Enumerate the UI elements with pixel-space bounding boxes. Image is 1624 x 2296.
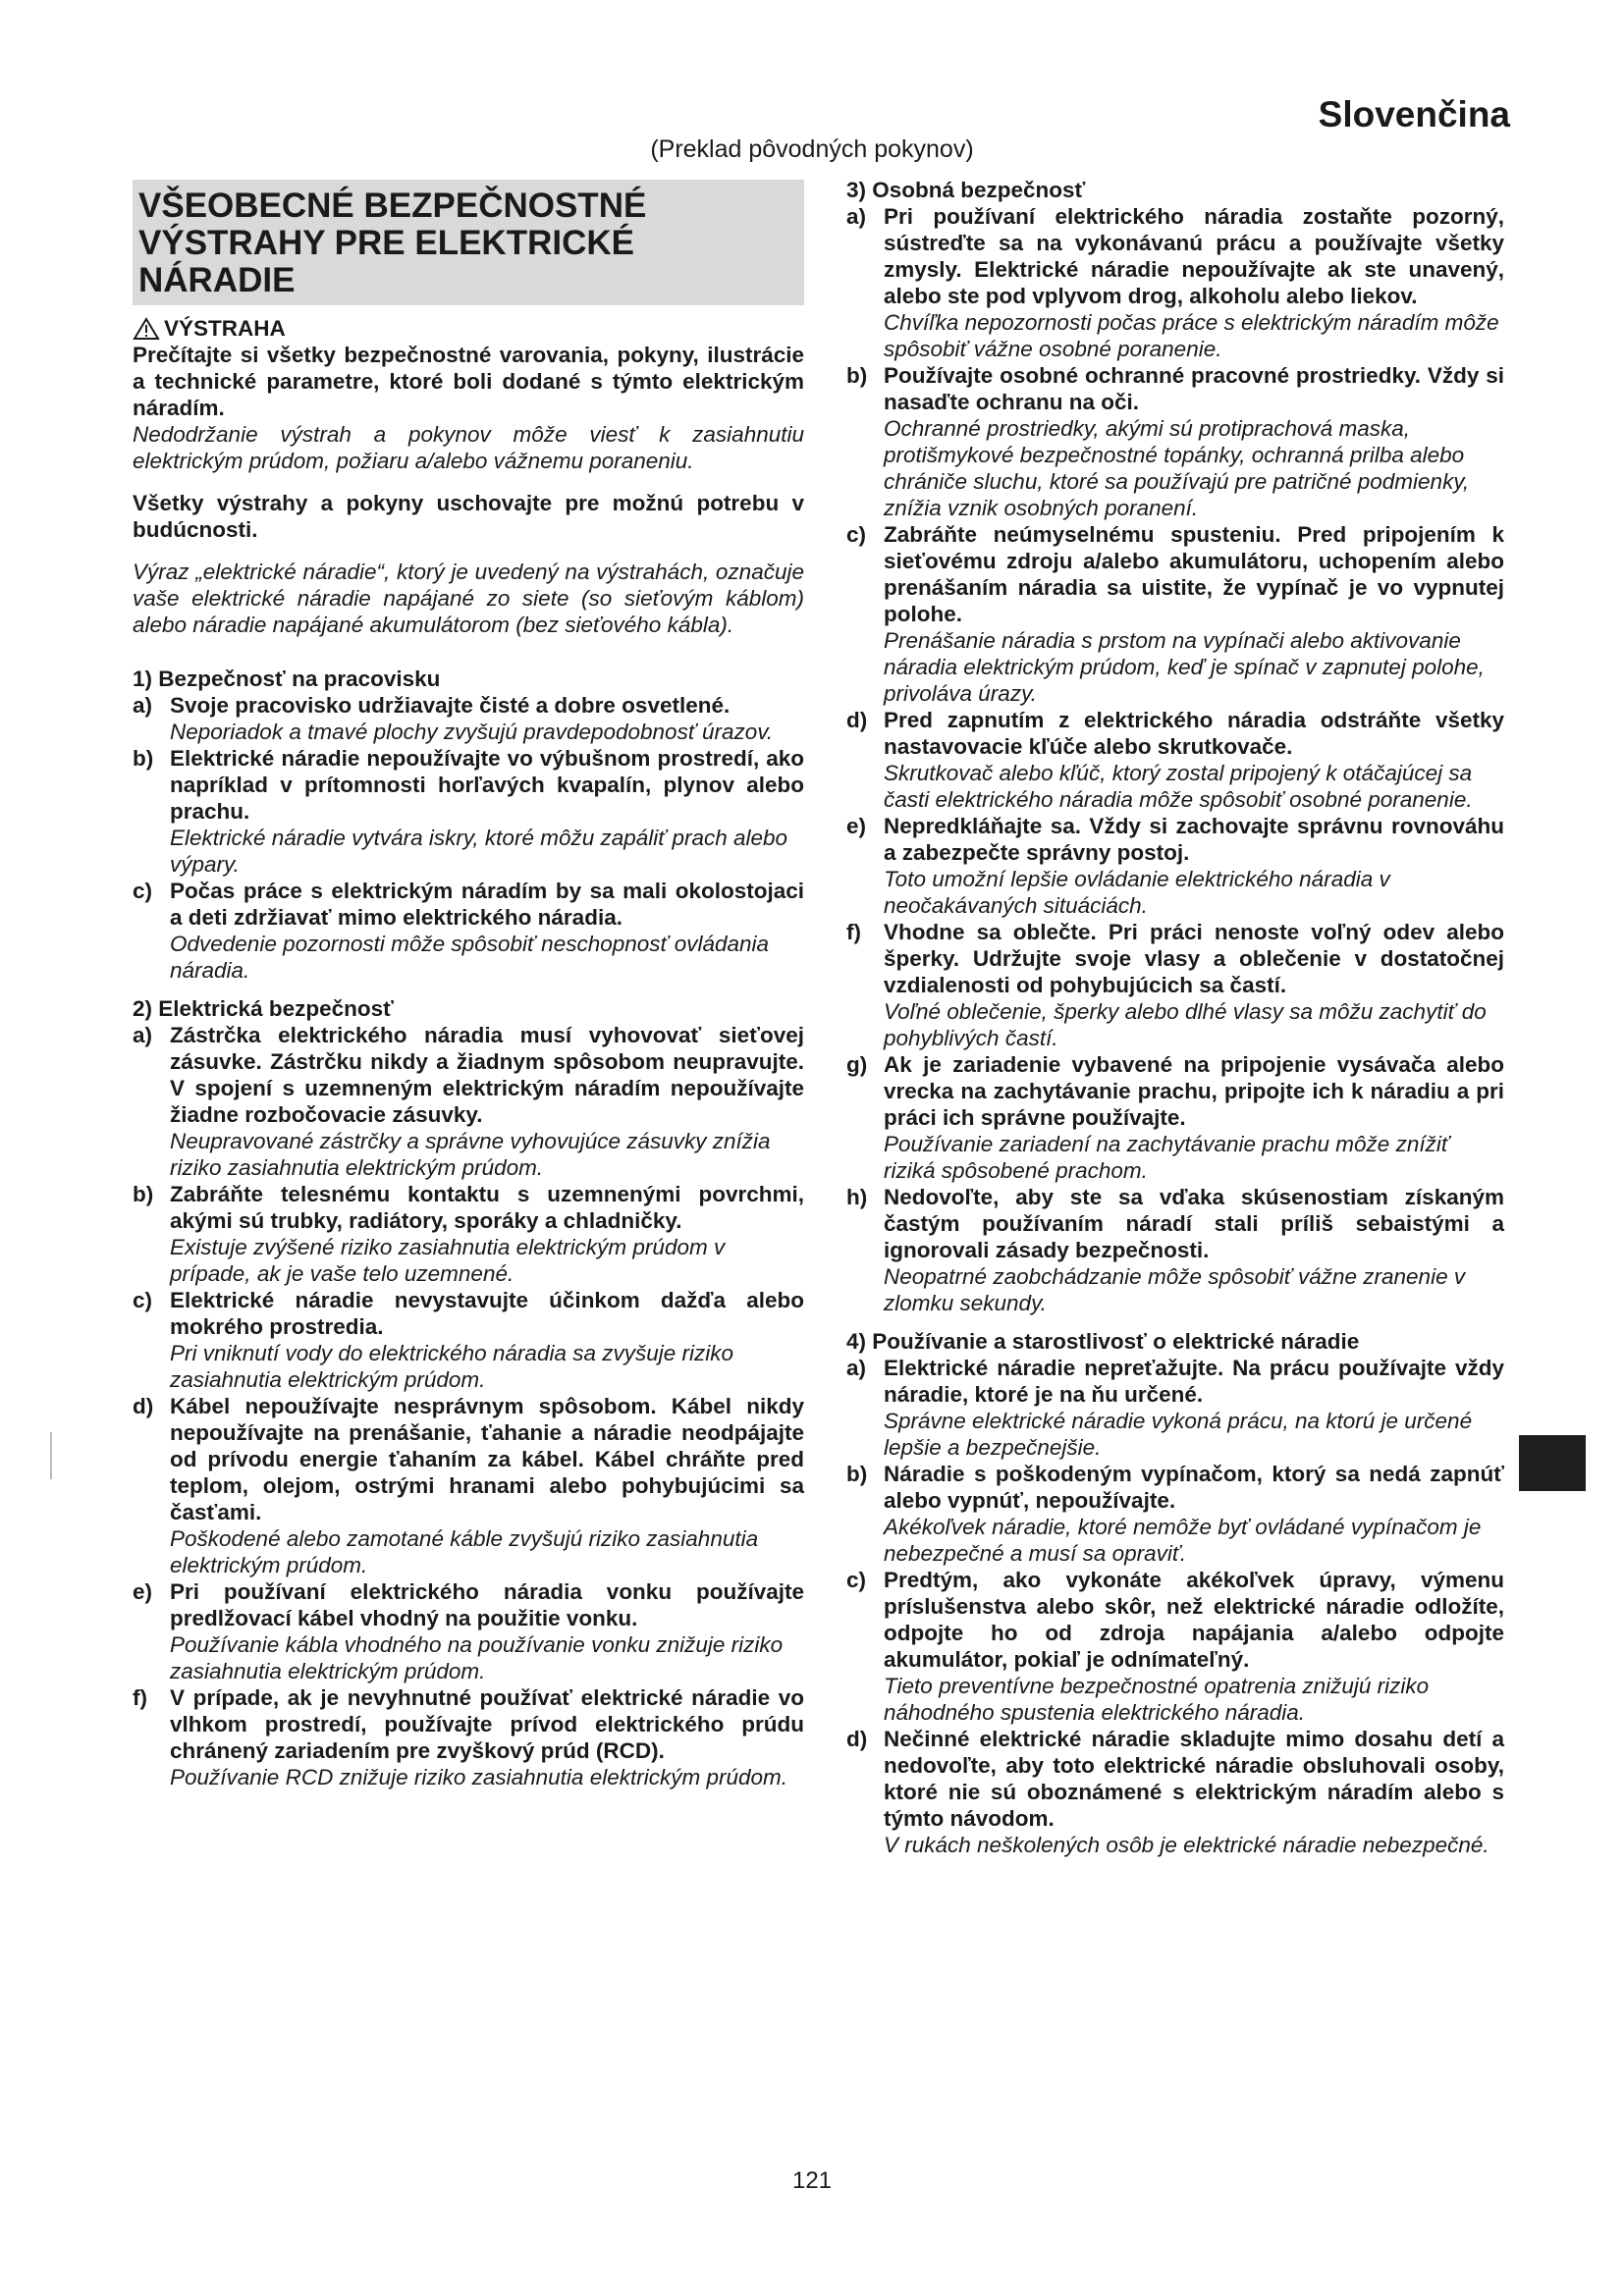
list-item: a) Elektrické náradie nepreťažujte. Na prácu používajte vždy náradie, ktoré je na ňu určené. Správne elektrické náradie vykoná prácu, na ktorú je určené lepšie a bezpečnejšie. [846, 1356, 1504, 1460]
list-item: c) Počas práce s elektrickým náradím by sa mali okolostojaci a deti zdržiavať mimo elektrického náradia. Odvedenie pozornosti môže spôsobiť neschopnosť ovládania náradia. [133, 879, 804, 983]
list-item: f) Vhodne sa oblečte. Pri práci nenoste voľný odev alebo šperky. Udržujte svoje vlasy a oblečenie v dostatočnej vzdialenosti od pohybujúcich sa častí. Voľné oblečenie, šperky alebo dlhé vlasy sa môžu zachytiť do pohyblivých častí. [846, 920, 1504, 1050]
section-1-title: 1) Bezpečnosť na pracovisku [133, 667, 441, 691]
page-heading: VŠEOBECNÉ BEZPEČNOSTNÉ VÝSTRAHY PRE ELEKTRICKÉ NÁRADIE [133, 180, 804, 305]
list-item: b) Zabráňte telesnému kontaktu s uzemnenými povrchmi, akými sú trubky, radiátory, sporáky a chladničky. Existuje zvýšené riziko zasiahnutia elektrickým prúdom v prípade, ak je vaše telo uzemnené. [133, 1182, 804, 1286]
keep-instructions: Všetky výstrahy a pokyny uschovajte pre možnú potrebu v budúcnosti. [133, 491, 804, 542]
list-item: b) Elektrické náradie nepoužívajte vo výbušnom prostredí, ako napríklad v prítomnosti horľavých kvapalín, plynov alebo prachu. Elektrické náradie vytvára iskry, ktoré môžu zapáliť prach alebo výpary. [133, 746, 804, 877]
warning-label: VÝSTRAHA [164, 316, 286, 341]
list-item: d) Nečinné elektrické náradie skladujte mimo dosahu detí a nedovoľte, aby toto elektrické náradie obsluhovali osoby, ktoré nie sú oboznámené s elektrickým náradím alebo s týmto návodom. V rukách neškolených osôb je elektrické náradie nebezpečné. [846, 1727, 1504, 1857]
list-item: a) Pri používaní elektrického náradia zostaňte pozorný, sústreďte sa na vykonávanú prácu a používajte všetky zmysly. Elektrické náradie nepoužívajte ak ste unavený, alebo ste pod vplyvom drog, alkoholu alebo liekov. Chvíľka nepozornosti počas práce s elektrickým náradím môže spôsobiť vážne osobné poranenie. [846, 204, 1504, 361]
list-item: b) Náradie s poškodeným vypínačom, ktorý sa nedá zapnúť alebo vypnúť, nepoužívajte. Akékoľvek náradie, ktoré nemôže byť ovládané vypínačom je nebezpečné a musí sa opraviť. [846, 1462, 1504, 1566]
section-tab-marker [1519, 1435, 1586, 1491]
warning-triangle-icon [133, 317, 160, 341]
list-item: g) Ak je zariadenie vybavené na pripojenie vysávača alebo vrecka na zachytávanie prachu, pripojte ich k náradiu a pri práci ich správne používajte. Používanie zariadení na zachytávanie prachu môže znížiť riziká spôsobené prachom. [846, 1052, 1504, 1183]
left-column [133, 180, 804, 1790]
warning-text: Prečítajte si všetky bezpečnostné varovania, pokyny, ilustrácie a technické parametre, ktoré boli dodané s týmto elektrickým náradím. [133, 343, 804, 420]
list-item: e) Nepredkláňajte sa. Vždy si zachovajte správnu rovnováhu a zabezpečte správny postoj. Toto umožní lepšie ovládanie elektrického náradia v neočakávaných situáciách. [846, 814, 1504, 918]
list-item: b) Používajte osobné ochranné pracovné prostriedky. Vždy si nasaďte ochranu na oči. Ochranné prostriedky, akými sú protiprachová maska, protišmykové bezpečnostné topánky, ochranná prilba alebo chrániče sluchu, ktoré sa používajú pre patričné podmienky, znížia vznik osobných poranení. [846, 363, 1504, 520]
translation-subtitle: (Preklad pôvodných pokynov) [650, 135, 974, 163]
right-column [846, 177, 1504, 1858]
list-item: d) Kábel nepoužívajte nesprávnym spôsobom. Kábel nikdy nepoužívajte na prenášanie, ťahanie a náradie neodpájajte od prívodu energie ťahaním za kábel. Kábel chráňte pred teplom, olejom, ostrými hranami alebo pohybujúcimi sa časťami. Poškodené alebo zamotané káble zvyšujú riziko zasiahnutia elektrickým prúdom. [133, 1394, 804, 1577]
list-item: a) Zástrčka elektrického náradia musí vyhovovať sieťovej zásuvke. Zástrčku nikdy a žiadnym spôsobom neupravujte. V spojení s uzemneným elektrickým náradím nepoužívajte žiadne rozbočovacie zásuvky. Neupravované zástrčky a správne vyhovujúce zásuvky znížia riziko zasiahnutia elektrickým prúdom. [133, 1023, 804, 1180]
warning-title [133, 315, 804, 342]
list-item: c) Zabráňte neúmyselnému spusteniu. Pred pripojením k sieťovému zdroju a/alebo akumulátoru, uchopením alebo prenášaním náradia sa uistite, že vypínač je vo vypnutej polohe. Prenášanie náradia s prstom na vypínači alebo aktivovanie náradia elektrickým prúdom, keď je spínač v zapnutej polohe, privoláva úrazy. [846, 522, 1504, 706]
margin-line [50, 1432, 52, 1479]
warning-consequence: Nedodržanie výstrah a pokynov môže viesť k zasiahnutiu elektrickým prúdom, požiaru a/alebo vážnemu poraneniu. [133, 422, 804, 473]
section-3-title: 3) Osobná bezpečnosť [846, 178, 1086, 202]
page-number: 121 [791, 2167, 833, 2194]
list-item: c) Elektrické náradie nevystavujte účinkom dažďa alebo mokrého prostredia. Pri vniknutí vody do elektrického náradia sa zvyšuje riziko zasiahnutia elektrickým prúdom. [133, 1288, 804, 1392]
language-title: Slovenčina [1318, 94, 1510, 134]
section-2-title: 2) Elektrická bezpečnosť [133, 996, 394, 1021]
list-item: a) Svoje pracovisko udržiavajte čisté a dobre osvetlené. Neporiadok a tmavé plochy zvyšujú pravdepodobnosť úrazov. [133, 693, 774, 744]
list-item: h) Nedovoľte, aby ste sa vďaka skúsenostiam získaným častým používaním náradí stali príliš sebaistými a ignorovali zásady bezpečnosti. Neopatrné zaobchádzanie môže spôsobiť vážne zranenie v zlomku sekundy. [846, 1185, 1504, 1315]
list-item: f) V prípade, ak je nevyhnutné používať elektrické náradie vo vlhkom prostredí, používajte prívod elektrického prúdu chránený zariadením pre zvyškový prúd (RCD). Používanie RCD znižuje riziko zasiahnutia elektrickým prúdom. [133, 1685, 804, 1789]
list-item: c) Predtým, ako vykonáte akékoľvek úpravy, výmenu príslušenstva alebo skôr, než elektrické náradie odložíte, odpojte ho od zdroja napájania a/alebo odpojte akumulátor, pokiaľ je odnímateľný. Tieto preventívne bezpečnostné opatrenia znižujú riziko náhodného spustenia elektrického náradia. [846, 1568, 1504, 1725]
list-item: d) Pred zapnutím z elektrického náradia odstráňte všetky nastavovacie kľúče alebo skrutkovače. Skrutkovač alebo kľúč, ktorý zostal pripojený k otáčajúcej sa časti elektrického náradia môže spôsobiť osobné poranenie. [846, 708, 1504, 812]
term-definition: Výraz „elektrické náradie“, ktorý je uvedený na výstrahách, označuje vaše elektrické náradie napájané zo siete (so sieťovým káblom) alebo náradie napájané akumulátorom (bez sieťového kábla). [133, 560, 804, 637]
section-4-title: 4) Používanie a starostlivosť o elektrické náradie [846, 1329, 1360, 1354]
list-item: e) Pri používaní elektrického náradia vonku používajte predlžovací kábel vhodný na použitie vonku. Používanie kábla vhodného na používanie vonku znižuje riziko zasiahnutia elektrickým prúdom. [133, 1579, 804, 1683]
